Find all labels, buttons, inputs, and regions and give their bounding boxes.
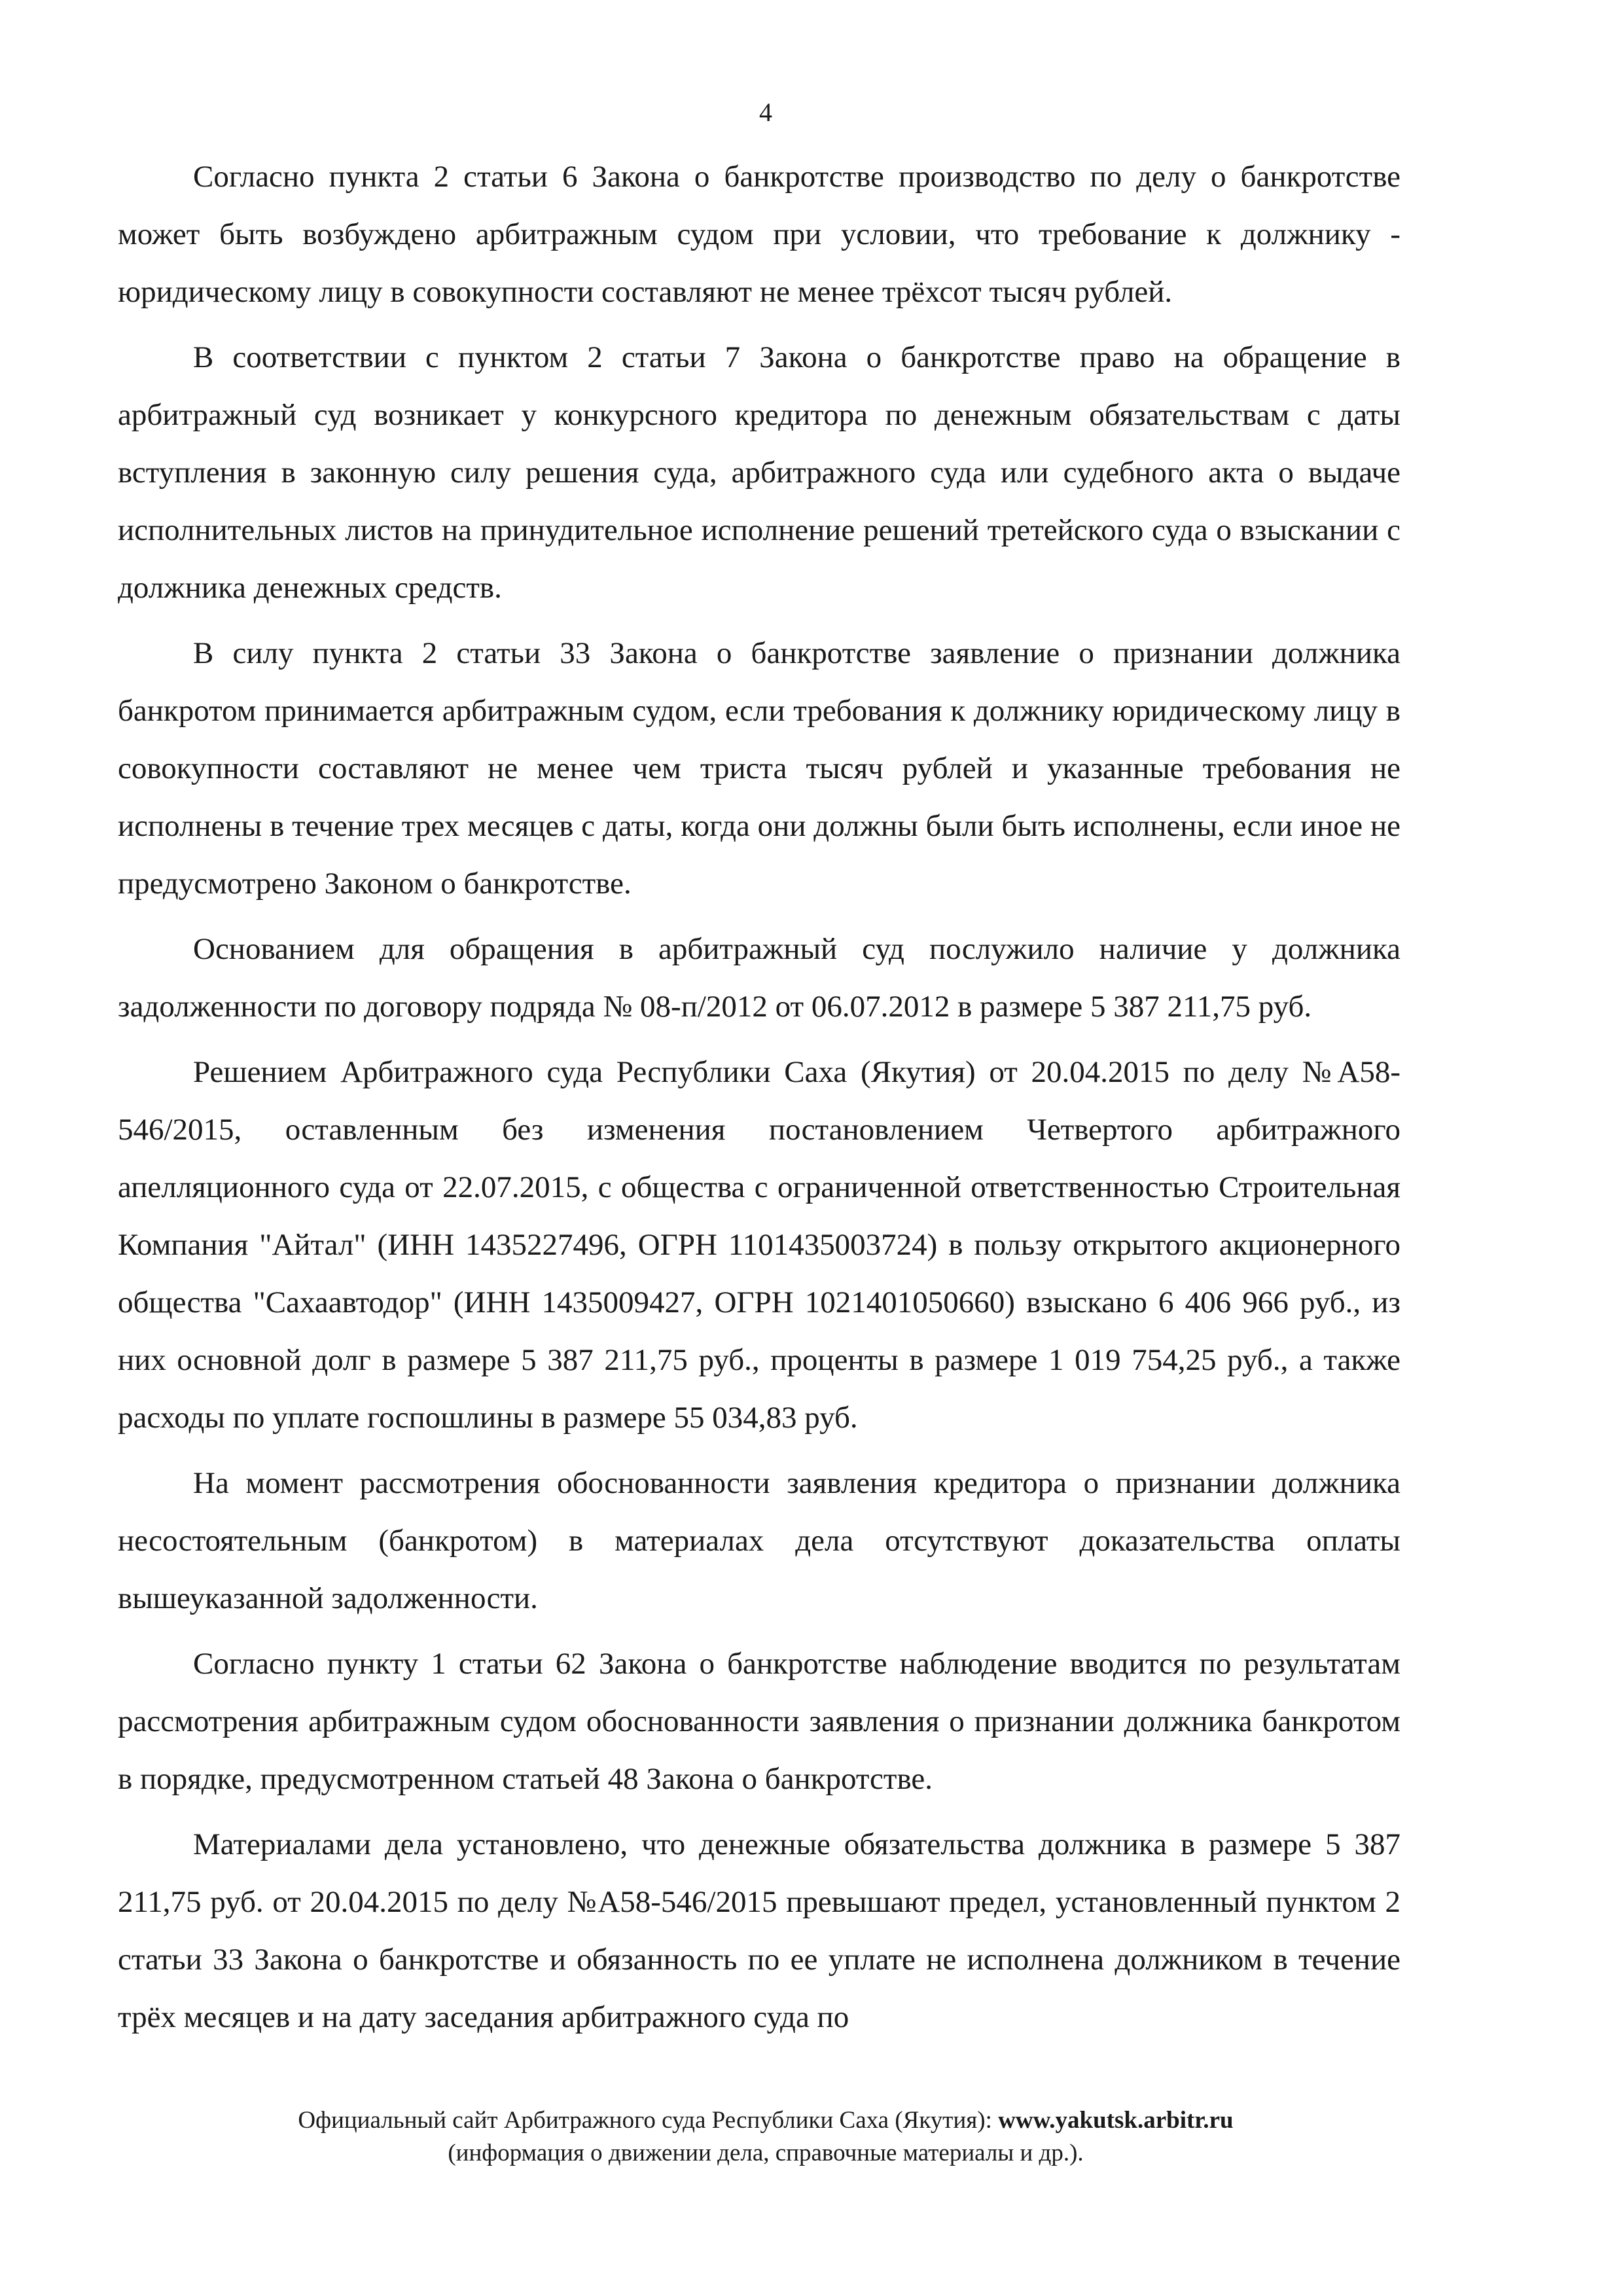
footer-site-line	[0, 2104, 1531, 2137]
paragraph: Основанием для обращения в арбитражный суд послужило наличие у должника задолженности по договору подряда № 08-п/2012 от 06.07.2012 в размере 5 387 211,75 руб.	[118, 932, 1400, 1024]
paragraph: В соответствии с пунктом 2 статьи 7 Закона о банкротстве право на обращение в арбитражный суд возникает у конкурсного кредитора по денежным обязательствам с даты вступления в законную силу решения суда, арбитражного суда или судебного акта о выдаче исполнительных листов на принудительное исполнение решений третейского суда о взыскании с должника денежных средств.	[118, 340, 1400, 605]
footer-site-label: Официальный сайт Арбитражного суда Республики Саха (Якутия):	[298, 2107, 992, 2134]
paragraph: Согласно пункта 2 статьи 6 Закона о банкротстве производство по делу о банкротстве может быть возбуждено арбитражным судом при условии, что требование к должнику - юридическому лицу в совокупности составляют не менее трёхсот тысяч рублей.	[118, 160, 1400, 309]
paragraph: В силу пункта 2 статьи 33 Закона о банкротстве заявление о признании должника банкротом принимается арбитражным судом, если требования к должнику юридическому лицу в совокупности составляют не менее чем триста тысяч рублей и указанные требования не исполнены в течение трех месяцев с даты, когда они должны были быть исполнены, если иное не предусмотрено Законом о банкротстве.	[118, 636, 1400, 901]
paragraph: На момент рассмотрения обоснованности заявления кредитора о признании должника несостоятельным (банкротом) в материалах дела отсутствуют доказательства оплаты вышеуказанной задолженности.	[118, 1466, 1400, 1615]
footer-note: (информация о движении дела, справочные материалы и др.).	[448, 2140, 1084, 2166]
page-footer	[0, 2104, 1531, 2170]
paragraph: Материалами дела установлено, что денежные обязательства должника в размере 5 387 211,75 руб. от 20.04.2015 по делу №А58-546/2015 превышают предел, установленный пунктом 2 статьи 33 Закона о банкротстве и обязанность по ее уплате не исполнена должником в течение трёх месяцев и на дату заседания арбитражного суда по	[118, 1827, 1400, 2034]
document-body	[118, 148, 1400, 2054]
paragraph: Согласно пункту 1 статьи 62 Закона о банкротстве наблюдение вводится по результатам рассмотрения арбитражным судом обоснованности заявления о признании должника банкротом в порядке, предусмотренном статьей 48 Закона о банкротстве.	[118, 1647, 1400, 1796]
page-number: 4	[759, 98, 772, 127]
paragraph: Решением Арбитражного суда Республики Саха (Якутия) от 20.04.2015 по делу №А58-546/2015, оставленным без изменения постановлением Четвертого арбитражного апелляционного суда от 22.07.2015, с общества с ограниченной ответственностью Строительная Компания "Айтал" (ИНН 1435227496, ОГРН 1101435003724) в пользу открытого акционерного общества "Сахаавтодор" (ИНН 1435009427, ОГРН 1021401050660) взыскано 6 406 966 руб., из них основной долг в размере 5 387 211,75 руб., проценты в размере 1 019 754,25 руб., а также расходы по уплате госпошлины в размере 55 034,83 руб.	[118, 1055, 1400, 1435]
footer-site-url[interactable]: www.yakutsk.arbitr.ru	[998, 2107, 1234, 2134]
